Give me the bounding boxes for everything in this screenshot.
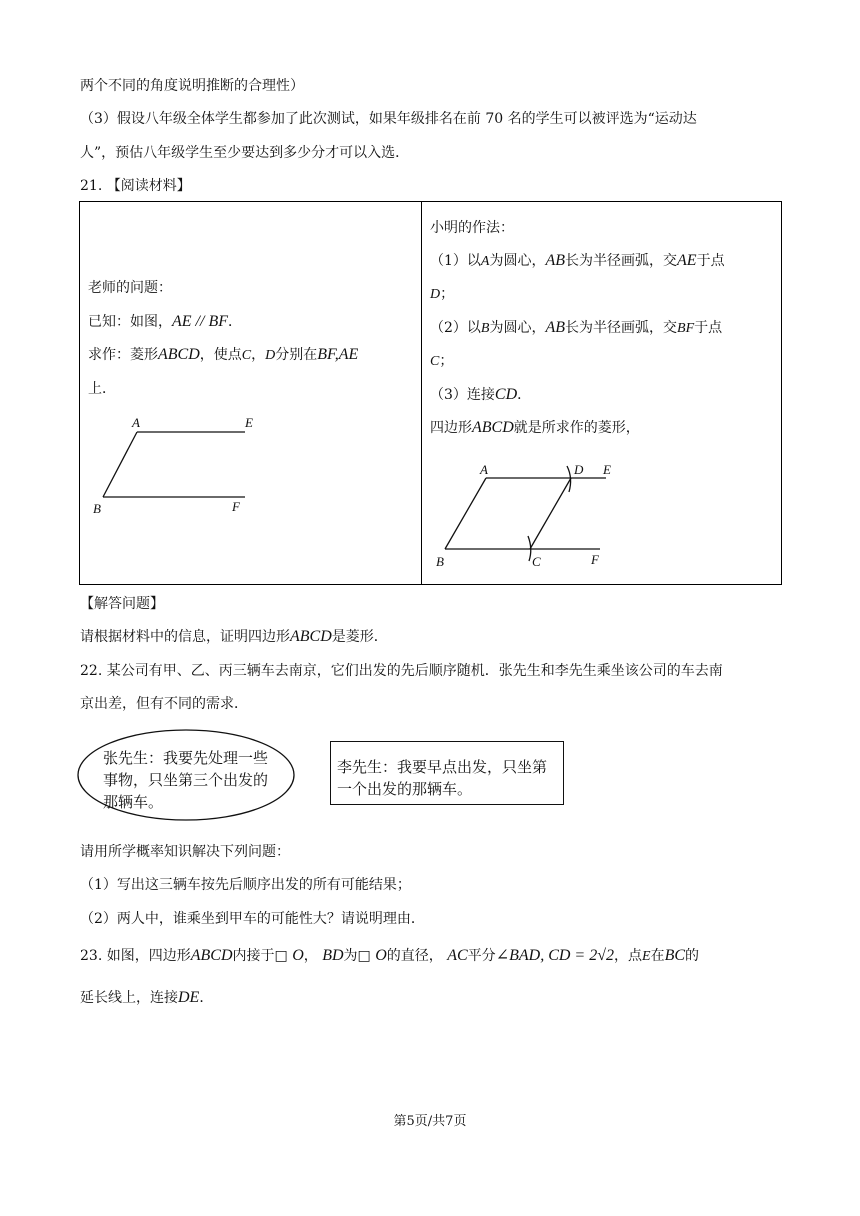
text-line: 人”，预估八年级学生至少要达到多少分才可以入选． <box>80 145 410 161</box>
figure-ae-bf <box>80 407 280 517</box>
text-line: 两个不同的角度说明推断的合理性） <box>80 78 304 94</box>
construct-line: 求作：菱形ABCD，使点C，D分别在BF,AE <box>88 346 359 363</box>
answer-text: 请根据材料中的信息，证明四边形ABCD是菱形． <box>80 628 388 645</box>
label-e: E <box>603 462 611 477</box>
page-number: 第5页/共7页 <box>393 1114 467 1129</box>
missing-glyph-box: □ <box>274 948 288 964</box>
q22-line-1: 22. 某公司有甲、乙、丙三辆车去南京，它们出发的先后顺序随机．张先生和李先生乘坐该公司的车去南 <box>80 663 723 679</box>
q22-part-2: （2）两人中，谁乘坐到甲车的可能性大？请说明理由． <box>80 911 425 927</box>
label-b: B <box>93 501 101 516</box>
text-line: （3）假设八年级全体学生都参加了此次测试，如果年级排名在前 70 名的学生可以被评选为“运动达 <box>80 111 697 127</box>
method-title: 小明的作法： <box>430 220 514 236</box>
label-f: F <box>232 499 240 514</box>
label-d: D <box>574 462 584 477</box>
label-a: A <box>132 415 140 430</box>
construct-line-end: 上． <box>88 381 116 397</box>
li-speech-text: 李先生：我要早点出发，只坐第 一个出发的那辆车。 <box>337 758 548 798</box>
step2-line-end: C； <box>430 353 454 369</box>
teacher-question-cell <box>80 202 422 585</box>
q22-prompt: 请用所学概率知识解决下列问题： <box>80 844 290 860</box>
teacher-question-title: 老师的问题： <box>88 280 172 296</box>
reading-material-table <box>79 201 782 585</box>
missing-glyph-box: □ <box>357 948 371 964</box>
conclusion-line: 四边形ABCD就是所求作的菱形， <box>430 419 640 436</box>
label-c: C <box>532 554 541 569</box>
answer-header: 【解答问题】 <box>80 596 164 612</box>
xiaoming-method-cell <box>422 202 782 585</box>
q23-line-2: 延长线上，连接DE． <box>80 989 214 1006</box>
step2-line: （2）以B为圆心，AB长为半径画弧，交BF于点 <box>430 319 723 336</box>
q22-part-1: （1）写出这三辆车按先后顺序出发的所有可能结果； <box>80 877 411 893</box>
step1-line-end: D； <box>430 286 455 302</box>
q21-header: 21. 【阅读材料】 <box>80 178 191 194</box>
label-e: E <box>245 415 253 430</box>
label-a: A <box>480 462 488 477</box>
step1-line: （1）以A为圆心，AB长为半径画弧，交AE于点 <box>430 252 725 269</box>
step3-line: （3）连接CD． <box>430 386 532 403</box>
q22-line-2: 京出差，但有不同的需求． <box>80 696 248 712</box>
figure-rhombus-construction <box>422 452 652 577</box>
q23-line-1: 23. 如图，四边形ABCD内接于□ O， BD为□ O的直径， AC平分∠BAD, CD = 2√2，点E在BC的 <box>80 947 700 964</box>
label-b: B <box>436 554 444 569</box>
known-line: 已知：如图，AE // BF． <box>88 313 242 330</box>
label-f: F <box>591 552 599 567</box>
zhang-speech-text: 张先生：我要先处理一些 事物，只坐第三个出发的 那辆车。 <box>103 749 269 811</box>
